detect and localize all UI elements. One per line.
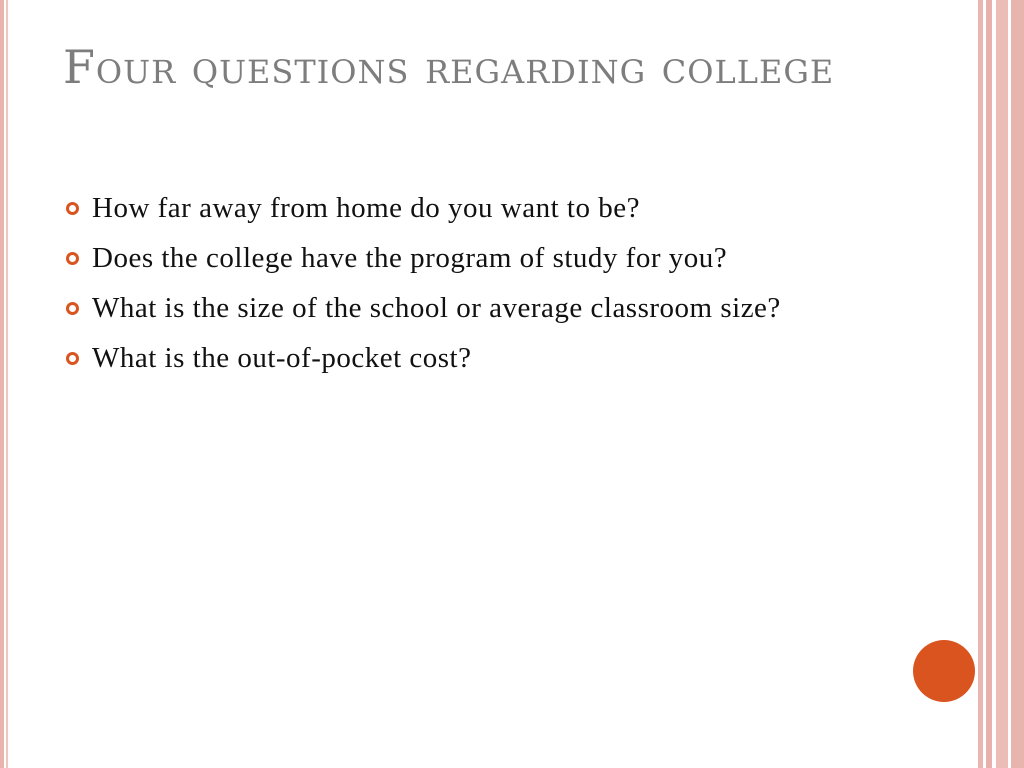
bullet-text: Does the college have the program of study for you? [92,242,728,274]
bullet-text: How far away from home do you want to be? [92,192,640,224]
right-border-stripe-1 [978,0,983,768]
bullet-item [64,188,864,229]
right-border-stripe-2 [986,0,992,768]
bullet-item [64,338,864,379]
ring-bullet-icon [66,202,79,215]
right-border-stripe-4 [1011,0,1024,768]
ring-bullet-icon [66,302,79,315]
slide-title: Four questions regarding college [63,40,835,94]
bullet-list [64,188,864,388]
bullet-item [64,288,864,329]
left-border-stripe-inner [6,0,8,768]
bullet-text: What is the out-of-pocket cost? [92,342,472,374]
right-border-stripe-3 [996,0,1008,768]
bullet-text: What is the size of the school or average classroom size? [92,292,781,324]
left-border-stripe [0,0,4,768]
circle-decoration-icon [913,640,975,702]
ring-bullet-icon [66,252,79,265]
ring-bullet-icon [66,352,79,365]
bullet-item [64,238,864,279]
